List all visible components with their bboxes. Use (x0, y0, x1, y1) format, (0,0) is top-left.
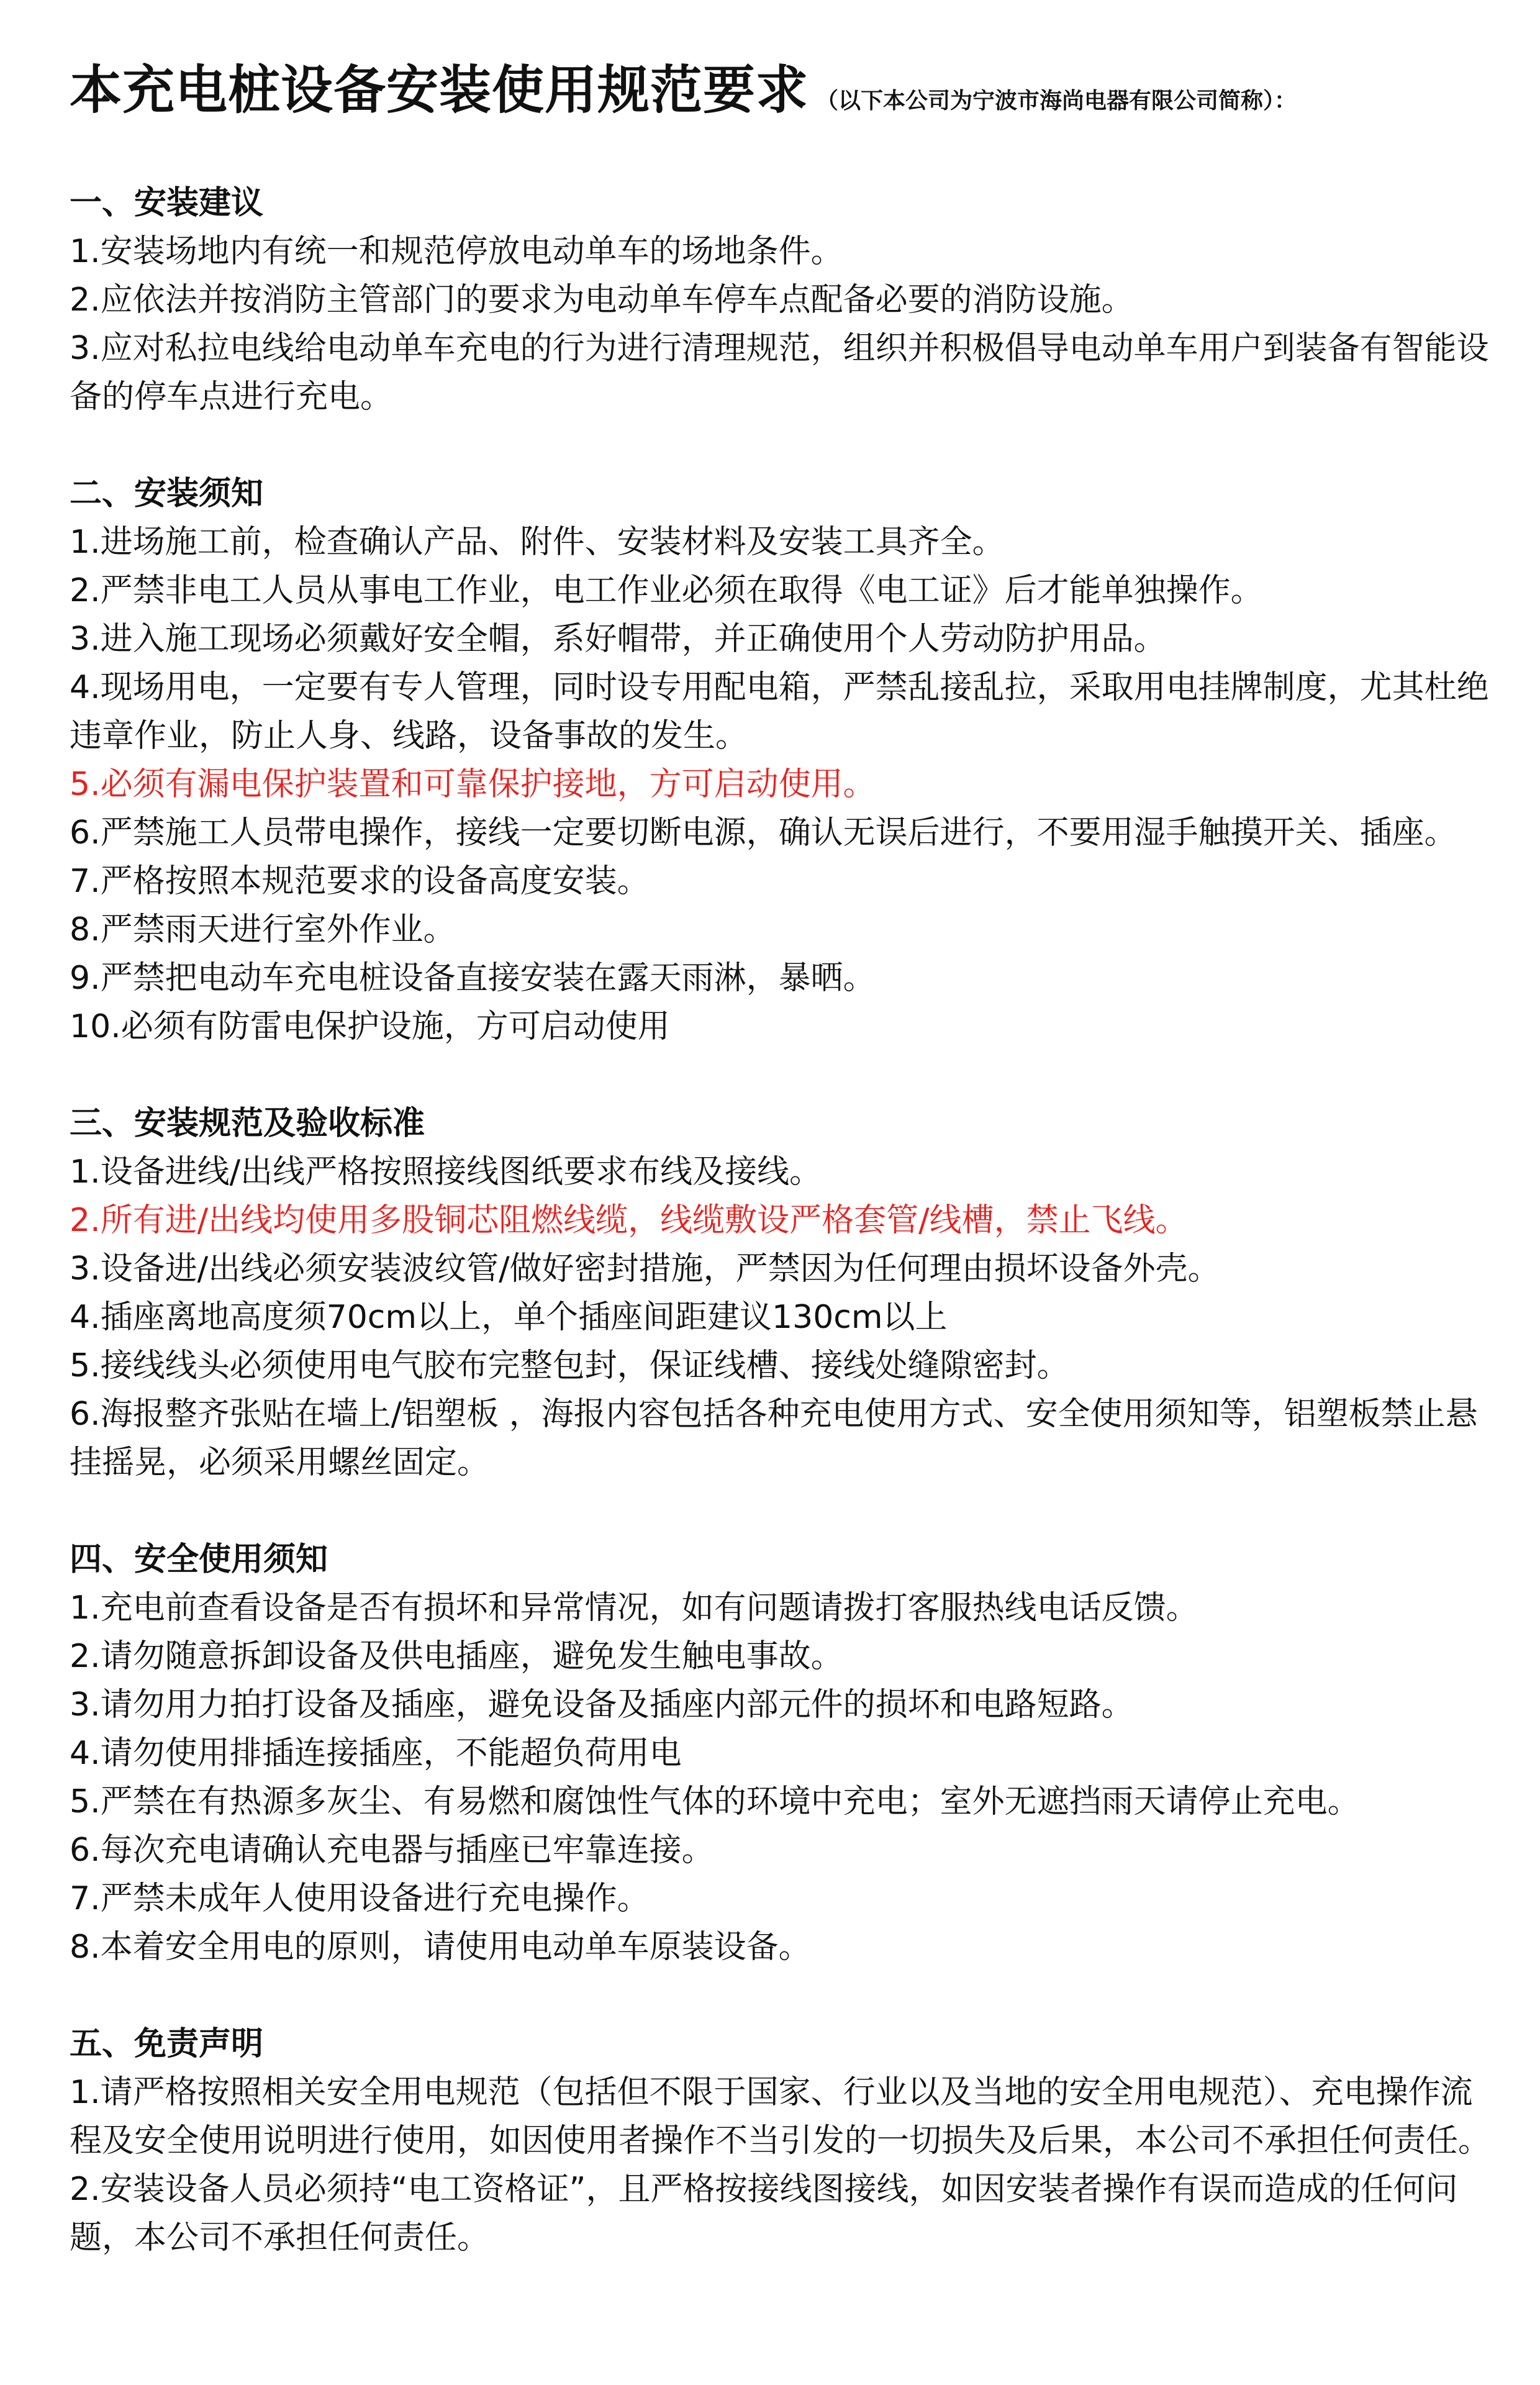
section-heading: 四、安全使用须知 (70, 1541, 328, 1578)
section-heading: 一、安装建议 (70, 184, 264, 222)
list-item: 7.严禁未成年人使用设备进行充电操作。 (70, 1880, 650, 1917)
section-5 (70, 2020, 1503, 2262)
section-heading: 三、安装规范及验收标准 (70, 1105, 425, 1142)
page-title: 本充电桩设备安装使用规范要求 (70, 60, 809, 120)
section-heading: 五、免责声明 (70, 2025, 264, 2063)
section-1 (70, 179, 1503, 421)
list-item: 1.请严格按照相关安全用电规范（包括但不限于国家、行业以及当地的安全用电规范）、充电操作流程及安全使用说明进行使用，如因使用者操作不当引发的一切损失及后果，本公司不承担任何责任。 (70, 2074, 1491, 2160)
list-item: 4.现场用电，一定要有专人管理，同时设专用配电箱，严禁乱接乱拉，采取用电挂牌制度，尤其杜绝违章作业，防止人身、线路，设备事故的发生。 (70, 669, 1489, 755)
list-item: 6.每次充电请确认充电器与插座已牢靠连接。 (70, 1832, 714, 1869)
sections-container (70, 179, 1503, 2262)
list-item: 5.严禁在有热源多灰尘、有易燃和腐蚀性气体的环境中充电；室外无遮挡雨天请停止充电。 (70, 1783, 1360, 1820)
list-item: 4.插座离地高度须70cm以上，单个插座间距建议130cm以上 (70, 1299, 948, 1336)
list-item: 10.必须有防雷电保护设施，方可启动使用 (70, 1008, 670, 1045)
list-item: 3.请勿用力拍打设备及插座，避免设备及插座内部元件的损坏和电路短路。 (70, 1686, 1134, 1724)
list-item: 4.请勿使用排插连接插座，不能超负荷用电 (70, 1735, 682, 1772)
list-item: 6.严禁施工人员带电操作，接线一定要切断电源，确认无误后进行，不要用湿手触摸开关、插座。 (70, 814, 1457, 852)
list-item: 3.进入施工现场必须戴好安全帽，系好帽带，并正确使用个人劳动防护用品。 (70, 620, 1166, 658)
list-item: 8.本着安全用电的原则，请使用电动单车原装设备。 (70, 1928, 811, 1966)
list-item: 7.严格按照本规范要求的设备高度安装。 (70, 863, 650, 900)
list-item: 2.严禁非电工人员从事电工作业，电工作业必须在取得《电工证》后才能单独操作。 (70, 572, 1263, 609)
section-3 (70, 1099, 1503, 1487)
section-2 (70, 470, 1503, 1051)
list-item: 2.请勿随意拆卸设备及供电插座，避免发生触电事故。 (70, 1638, 843, 1675)
list-item: 1.安装场地内有统一和规范停放电动单车的场地条件。 (70, 233, 843, 270)
section-4 (70, 1535, 1503, 1971)
highlighted-list-item: 2.所有进/出线均使用多股铜芯阻燃线缆，线缆敷设严格套管/线槽，禁止飞线。 (70, 1202, 1188, 1239)
list-item: 1.充电前查看设备是否有损坏和异常情况，如有问题请拨打客服热线电话反馈。 (70, 1589, 1198, 1627)
list-item: 9.严禁把电动车充电桩设备直接安装在露天雨淋，暴晒。 (70, 960, 876, 997)
document-title (70, 43, 1503, 137)
list-item: 2.应依法并按消防主管部门的要求为电动单车停车点配备必要的消防设施。 (70, 281, 1134, 319)
list-item: 3.设备进/出线必须安装波纹管/做好密封措施，严禁因为任何理由损坏设备外壳。 (70, 1250, 1220, 1288)
list-item: 3.应对私拉电线给电动单车充电的行为进行清理规范，组织并积极倡导电动单车用户到装备有智能设备的停车点进行充电。 (70, 330, 1489, 416)
section-heading: 二、安装须知 (70, 475, 264, 512)
list-item: 2.安装设备人员必须持“电工资格证”，且严格按接线图接线，如因安装者操作有误而造成的任何问题，本公司不承担任何责任。 (70, 2171, 1458, 2256)
list-item: 6.海报整齐张贴在墙上/铝塑板 ，海报内容包括各种充电使用方式、安全使用须知等，铝塑板禁止悬挂摇晃，必须采用螺丝固定。 (70, 1396, 1478, 1481)
list-item: 1.进场施工前，检查确认产品、附件、安装材料及安装工具齐全。 (70, 524, 1005, 561)
highlighted-list-item: 5.必须有漏电保护装置和可靠保护接地，方可启动使用。 (70, 766, 876, 803)
list-item: 1.设备进线/出线严格按照接线图纸要求布线及接线。 (70, 1153, 822, 1191)
list-item: 8.严禁雨天进行室外作业。 (70, 911, 456, 948)
title-note: （以下本公司为宁波市海尚电器有限公司简称）： (816, 88, 1297, 114)
list-item: 5.接线线头必须使用电气胶布完整包封，保证线槽、接线处缝隙密封。 (70, 1347, 1069, 1384)
